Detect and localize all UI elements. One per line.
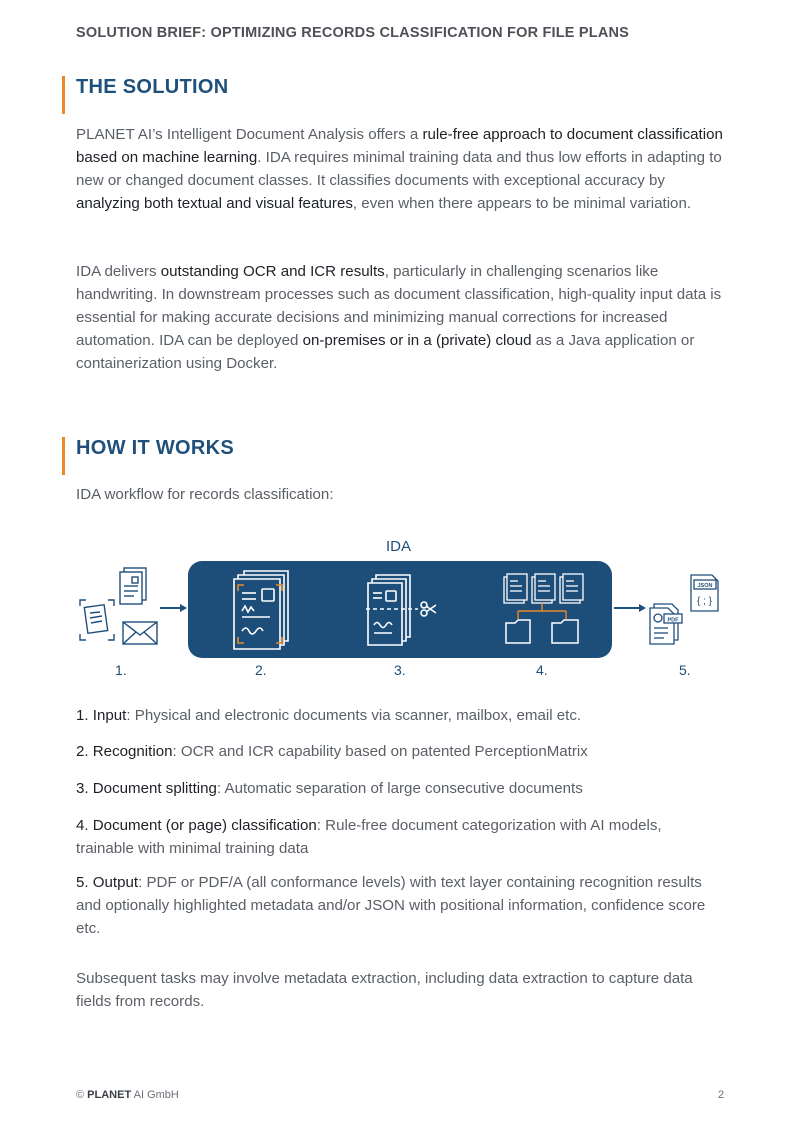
step-text: : Automatic separation of large consecutive documents bbox=[216, 780, 583, 797]
step-label: 2. Recognition bbox=[76, 743, 173, 760]
text-run: , even when there appears to be minimal variation. bbox=[352, 195, 692, 212]
footer-copyright bbox=[76, 1089, 179, 1101]
text-run: PLANET AI’s Intelligent Document Analysis offers a bbox=[76, 126, 423, 143]
section-accent-bar bbox=[62, 437, 65, 475]
section-accent-bar bbox=[62, 76, 65, 114]
classification-folders-icon bbox=[504, 573, 582, 649]
solution-paragraph-2 bbox=[76, 260, 726, 375]
step-description bbox=[76, 814, 686, 860]
step-text: : Physical and electronic documents via scanner, mailbox, email etc. bbox=[126, 707, 582, 724]
flow-arrow bbox=[160, 607, 181, 609]
step-number: 5. bbox=[679, 662, 691, 678]
step-description bbox=[76, 871, 721, 940]
document-splitting-icon bbox=[366, 575, 440, 645]
highlighted-phrase: analyzing both textual and visual features bbox=[76, 195, 353, 212]
recognition-document-icon bbox=[232, 571, 290, 649]
flow-arrowhead bbox=[180, 604, 187, 612]
section-title-how-it-works: HOW IT WORKS bbox=[76, 437, 235, 459]
flow-arrowhead bbox=[639, 604, 646, 612]
workflow-intro: IDA workflow for records classification: bbox=[76, 486, 334, 503]
pdf-output-icon bbox=[648, 604, 684, 644]
step-description bbox=[76, 740, 726, 763]
step-description bbox=[76, 704, 726, 727]
footer-company: AI GmbH bbox=[133, 1089, 179, 1101]
highlighted-phrase: on-premises or in a (private) cloud bbox=[302, 332, 532, 349]
step-label: 4. Document (or page) classification bbox=[76, 817, 317, 834]
page-number: 2 bbox=[718, 1089, 725, 1101]
step-number: 1. bbox=[115, 662, 127, 678]
step-text: : Rule-free document categorization with AI models, trainable with minimal training data bbox=[76, 817, 662, 857]
json-braces-text: { ; } bbox=[696, 596, 713, 607]
highlighted-phrase: outstanding OCR and ICR results bbox=[160, 263, 385, 280]
mail-envelope-icon bbox=[122, 621, 158, 645]
paper-document-icon bbox=[120, 568, 148, 606]
text-run: . IDA requires minimal training data and thus low efforts in adapting to new or changed document classes. It classifies documents with exceptional accuracy by bbox=[76, 149, 722, 189]
section-title-solution: THE SOLUTION bbox=[76, 76, 229, 98]
solution-paragraph-1 bbox=[76, 123, 726, 215]
pdf-badge-text: PDF bbox=[667, 617, 679, 624]
step-description bbox=[76, 777, 726, 800]
document-header: SOLUTION BRIEF: OPTIMIZING RECORDS CLASSIFICATION FOR FILE PLANS bbox=[76, 25, 630, 41]
json-output-icon bbox=[690, 574, 720, 612]
step-label: 3. Document splitting bbox=[76, 780, 217, 797]
closing-paragraph: Subsequent tasks may involve metadata extraction, including data extraction to capture data fields from records. bbox=[76, 970, 693, 1010]
text-run: , particularly in challenging scenarios like handwriting. In downstream processes such as document classification, high-quality input data is essential for making accurate decisions and minimizing manual corrections for increased automation. IDA can be deployed bbox=[76, 263, 722, 349]
step-number: 4. bbox=[536, 662, 548, 678]
ida-box-label: IDA bbox=[386, 538, 412, 555]
step-number: 3. bbox=[394, 662, 406, 678]
copyright-symbol: © bbox=[76, 1089, 85, 1101]
highlighted-phrase: rule-free approach to document classification based on machine learning bbox=[76, 126, 723, 166]
step-text: : OCR and ICR capability based on patented PerceptionMatrix bbox=[172, 743, 588, 760]
text-run: as a Java application or containerization using Docker. bbox=[76, 332, 695, 372]
step-label: 5. Output bbox=[76, 874, 139, 891]
text-run: IDA delivers bbox=[76, 263, 161, 280]
json-badge-text: JSON bbox=[697, 583, 713, 590]
step-number: 2. bbox=[255, 662, 267, 678]
flow-arrow bbox=[614, 607, 640, 609]
footer-brand: PLANET bbox=[87, 1089, 132, 1101]
step-label: 1. Input bbox=[76, 707, 127, 724]
step-text: : PDF or PDF/A (all conformance levels) with text layer containing recognition results and optionally highlighted metadata and/or JSON with positional information, confidence score etc. bbox=[76, 874, 706, 937]
scanned-document-icon bbox=[80, 600, 114, 640]
